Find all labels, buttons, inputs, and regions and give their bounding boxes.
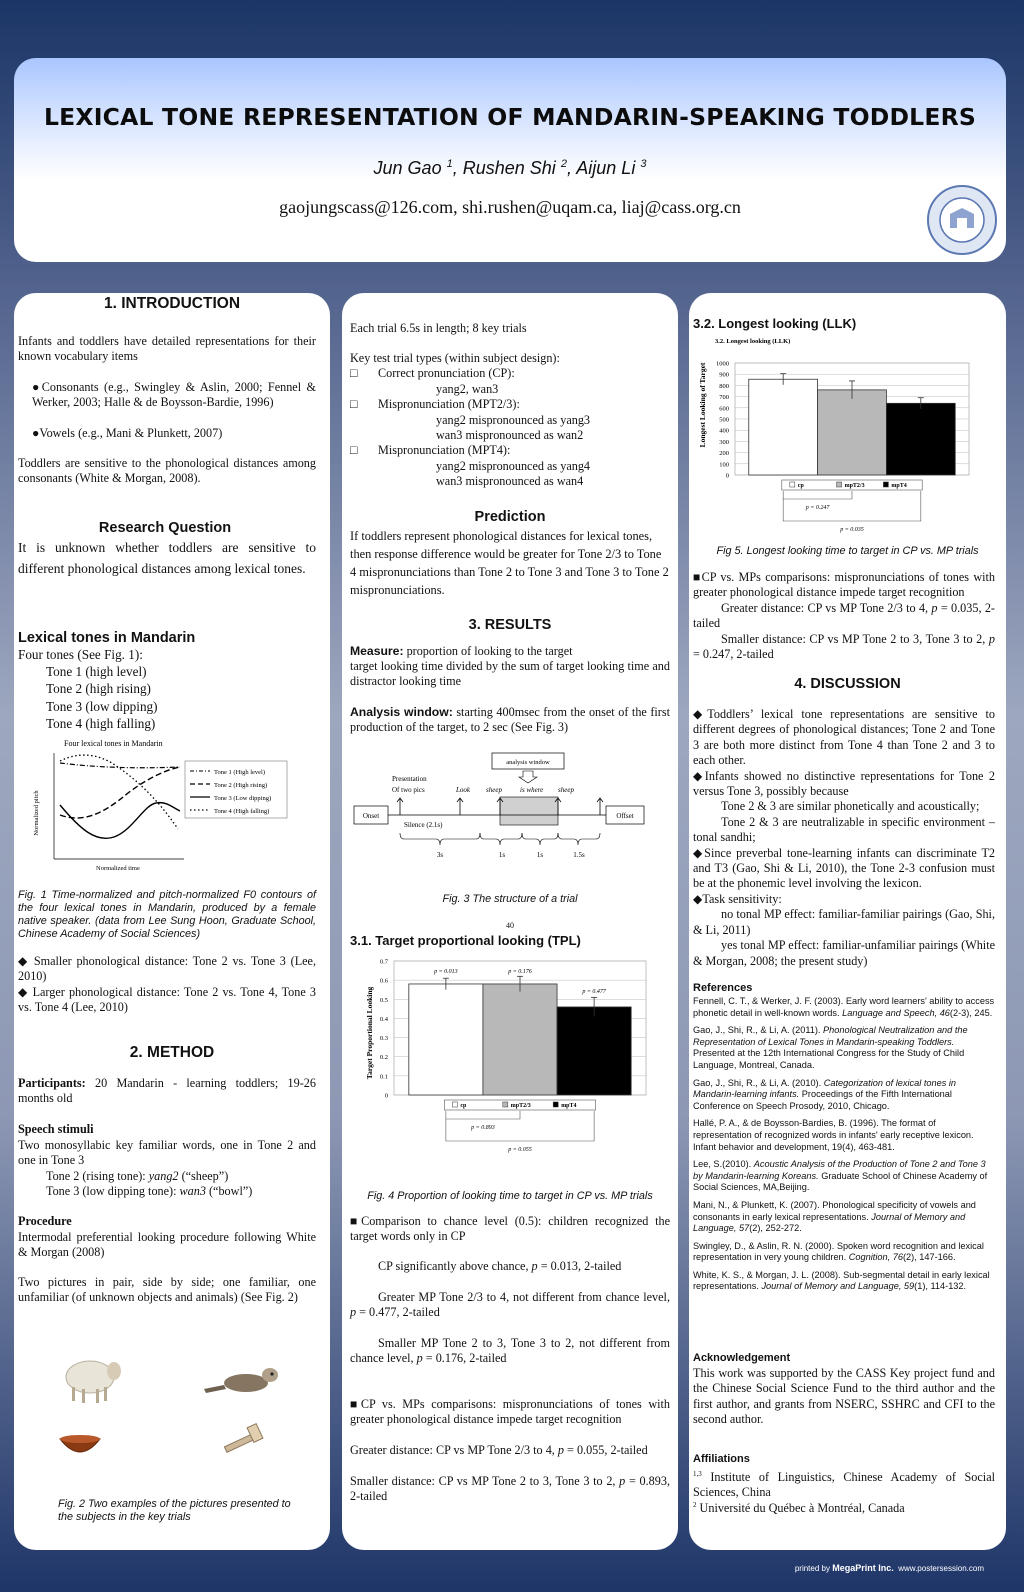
fig5-ylabel: Longest Looking of Target <box>698 362 707 448</box>
measure-text: Measure: proportion of looking to the target <box>350 644 573 658</box>
y-tick-label: 0.1 <box>379 1073 388 1081</box>
greater-distance-text: Greater distance: CP vs MP Tone 2/3 to 4, p = 0.055, 2-tailed <box>350 1443 648 1457</box>
y-tick-label: 400 <box>719 427 729 435</box>
smaller-distance-text: Smaller distance: CP vs MP Tone 2 to 3, Tone 3 to 2, p = 0.893, 2-tailed <box>350 1474 671 1504</box>
cp-significance-text: CP significantly above chance, p = 0.013, 2-tailed <box>378 1259 622 1273</box>
y-tick-label: 1000 <box>716 360 729 368</box>
author-name: Aijun Li <box>576 158 636 178</box>
fig1-legend-tone4: Tone 4 (High falling) <box>214 808 270 815</box>
y-tick-label: 100 <box>719 461 729 469</box>
reference-item: White, K. S., & Morgan, J. L. (2008). Sub-segmental detail in early lexical representations. Journal of Memory and Language, 59(1), 114-132. <box>693 1269 990 1292</box>
figure-1-tone-contours <box>32 733 294 878</box>
procedure-heading: Procedure <box>18 1214 72 1228</box>
fig3-is-where: is where <box>520 786 544 794</box>
bar-mpT4 <box>557 1007 631 1095</box>
p-value-label: p = 0.176 <box>508 969 532 975</box>
figure-4-caption: Fig. 4 Proportion of looking time to target in CP vs. MP trials <box>367 1190 653 1202</box>
procedure-text: Intermodal preferential looking procedure following White & Morgan (2008) <box>18 1230 316 1260</box>
fig3-duration: 3s <box>436 851 444 859</box>
figure-5-llk-chart <box>695 335 995 537</box>
lexical-tones-heading: Lexical tones in Mandarin <box>18 630 196 646</box>
fig3-duration: 1.5s <box>573 851 585 859</box>
acknowledgement-text: This work was supported by the CASS Key project fund and the Chinese Social Science Fund to the third author and the first author, and grants from NSERC, SSHRC and CFI to the second author. <box>693 1366 995 1427</box>
introduction-heading: 1. INTRODUCTION <box>103 295 241 312</box>
discussion-point: ◆Since preverbal tone-learning infants can discriminate T2 and T3 (Gao, Shi & Li, 2010), the Tone 2-3 confusion must be at the phonemic level involving the lexicon. <box>693 845 995 891</box>
trial-type-cp: □ Correct pronunciation (CP): <box>350 366 515 381</box>
tone1-contour <box>60 763 180 768</box>
chance-comparison-text: ■Comparison to chance level (0.5): children recognized the target words only in CP <box>350 1214 670 1244</box>
p-value-label: p = 0.477 <box>582 989 606 995</box>
references-list <box>693 996 995 1299</box>
y-tick-label: 0.3 <box>379 1035 388 1043</box>
y-tick-label: 500 <box>719 416 729 424</box>
trial-types-list <box>350 351 666 490</box>
intro-bullet-consonants: ●Consonants (e.g., Swingley & Aslin, 2000; Fennel & Werker, 2003; Halle & de Boysson-Bardie, 1996) <box>32 380 316 410</box>
figure-5-caption: Fig 5. Longest looking time to target in CP vs. MP trials <box>716 545 979 557</box>
page-number: 40 <box>506 921 514 930</box>
figure-1-caption: Fig. 1 Time-normalized and pitch-normalized F0 contours of the four lexical tones in Mandarin, produced by a female native speaker. (data from Lee Sung Hoon, Graduate School, Chinese Academy of Social Sciences) <box>18 889 316 940</box>
discussion-list <box>693 707 995 969</box>
unknown-object-image <box>224 1424 262 1453</box>
y-tick-label: 0.5 <box>379 996 388 1004</box>
figure-2-caption: Fig. 2 Two examples of the pictures presented to the subjects in the key trials <box>58 1498 291 1523</box>
speech-stimuli-heading: Speech stimuli <box>18 1122 94 1136</box>
y-tick-label: 0 <box>384 1092 388 1100</box>
method-heading: 2. METHOD <box>129 1044 215 1061</box>
tone-list <box>18 646 158 732</box>
affiliation-2: $^2$ Université du Québec à Montréal, Canada <box>693 1501 905 1516</box>
legend-entry: cp <box>460 1103 467 1109</box>
fig1-legend-tone2: Tone 2 (High rising) <box>214 782 268 789</box>
fig3-offset: Offset <box>616 812 634 820</box>
y-tick-label: 0.7 <box>379 958 388 966</box>
prediction-heading: Prediction <box>474 509 546 525</box>
cp-vs-mp-text: ■CP vs. MPs comparisons: mispronunciations of tones with greater phonological distance impede target recognition <box>350 1397 670 1427</box>
fig1-legend-tone3: Tone 3 (Low dipping) <box>214 795 272 802</box>
prediction-text: If toddlers represent phonological distances for lexical tones, then response difference would be greater for Tone 2/3 to Tone 4 mispronunciations than Tone 2 to Tone 3 and Tone 3 to Tone 2 mispronunciations. <box>350 529 669 597</box>
fig3-analysis-window: analysis window <box>506 759 550 766</box>
smaller-distance-text: Smaller distance: CP vs MP Tone 2 to 3, Tone 3 to 2, p = 0.247, 2-tailed <box>693 632 995 662</box>
discussion-point: ◆Toddlers’ lexical tone representations are sensitive to different degrees of phonological distances; Tone 2 and Tone 3 are both more distinct from Tone 4 than Tone 2 and 3 to each other. <box>693 707 995 768</box>
author-name: Jun Gao <box>373 158 442 178</box>
analysis-window-text: Analysis window: starting 400msec from the onset of the first production of the target, to 2 sec (See Fig. 3) <box>350 705 670 735</box>
p-value-label: p = 0.035 <box>840 527 864 533</box>
reference-item: Gao, J., Shi, R., & Li, A. (2010). Categorization of lexical tones in Mandarin-learning infants. Proceedings of the Fifth International Conference on Speech Prosody, 2010, Chicago. <box>693 1077 957 1111</box>
poster-title: LEXICAL TONE REPRESENTATION OF MANDARIN-SPEAKING TODDLERS <box>43 103 977 131</box>
poster-header <box>14 58 1006 262</box>
author-name: Rushen Shi <box>462 158 556 178</box>
acknowledgement-heading: Acknowledgement <box>693 1352 791 1364</box>
legend-entry: mpT2/3 <box>844 483 865 489</box>
fig1-title: Four lexical tones in Mandarin <box>64 739 163 748</box>
trial-type-item: wan3 mispronounced as wan2 <box>436 428 584 443</box>
affiliations-heading: Affiliations <box>693 1453 750 1465</box>
participants-text: Participants: 20 Mandarin - learning toddlers; 19-26 months old <box>18 1076 316 1106</box>
column-introduction-method <box>14 293 330 1550</box>
y-tick-label: 0.6 <box>379 977 388 985</box>
fig3-duration: 1s <box>498 851 506 859</box>
participants-label: Participants: <box>18 1076 86 1090</box>
fig3-of-two-pics: Of two pics <box>392 786 425 794</box>
intro-paragraph: Infants and toddlers have detailed representations for their known vocabulary items <box>18 334 316 364</box>
tone3-contour <box>60 803 180 839</box>
greater-distance-text: Greater distance: CP vs MP Tone 2/3 to 4, p = 0.035, 2-tailed <box>693 601 995 631</box>
discussion-subpoint: yes tonal MP effect: familiar-unfamiliar pairings (White & Morgan, 2008; the present study) <box>693 938 995 968</box>
y-tick-label: 0.4 <box>379 1015 388 1023</box>
y-tick-label: 900 <box>719 371 729 379</box>
tone2-stimulus: Tone 2 (rising tone): yang2 (“sheep”) <box>46 1169 229 1183</box>
trial-type-mpt23: □ Mispronunciation (MPT2/3): <box>350 397 520 412</box>
bar-mpT2/3 <box>483 984 557 1095</box>
reference-item: Mani, N., & Plunkett, K. (2007). Phonological specificity of vowels and consonants in early lexical representations. Journal of Memory and Language, 57(2), 252-272. <box>693 1199 976 1234</box>
legend-entry: mpT2/3 <box>510 1103 531 1109</box>
reference-item: Hallé, P. A., & de Boysson-Bardies, B. (1996). The format of representation of recognized words in infants' early receptive lexicon. Infant behavior and development, 19(4), 463-481. <box>693 1118 974 1152</box>
cp-vs-mp-text: ■CP vs. MPs comparisons: mispronunciations of tones with greater phonological distance impede target recognition <box>693 570 995 600</box>
trial-type-mpt4: □ Mispronunciation (MPT4): <box>350 443 511 458</box>
fig3-onset: Onset <box>362 812 380 820</box>
trial-type-item: yang2 mispronounced as yang3 <box>436 412 591 427</box>
fig5-title: 3.2. Longest looking (LLK) <box>715 338 791 345</box>
reference-item: Swingley, D., & Aslin, R. N. (2000). Spoken word recognition and lexical representation in very young children. Cognition, 76(2), 147-166. <box>693 1240 984 1263</box>
phonetic-lab-logo <box>926 184 998 256</box>
p-value-label: p = 0.247 <box>805 505 830 511</box>
trial-length-text: Each trial 6.5s in length; 8 key trials <box>350 321 527 335</box>
sheep-image <box>66 1361 121 1403</box>
trial-type-item: yang2 mispronounced as yang4 <box>436 458 591 473</box>
discussion-subpoint: no tonal MP effect: familiar-familiar pairings (Gao, Shi, & Li, 2011) <box>693 907 995 937</box>
fig3-sheep-2: sheep <box>558 786 574 794</box>
fig1-xlabel: Normalized time <box>96 865 140 872</box>
tone-item: Tone 4 (high falling) <box>46 715 156 731</box>
author-line: Jun Gao $^1$, Rushen Shi $^2$, Aijun Li $^3$ <box>373 158 647 178</box>
printer-brand: MegaPrint Inc. <box>832 1563 894 1573</box>
discussion-subpoint: Tone 2 & 3 are neutralizable in specific environment – tonal sandhi; <box>693 814 995 845</box>
distance-bullet-larger: ◆ Larger phonological distance: Tone 2 vs. Tone 4, Tone 3 vs. Tone 4 (Lee, 2010) <box>18 985 316 1015</box>
smaller-mp-text: Smaller MP Tone 2 to 3, Tone 3 to 2, not different from chance level, p = 0.176, 2-tailed <box>350 1336 670 1366</box>
pictures-text: Two pictures in pair, side by side; one familiar, one unfamiliar (of unknown objects and animals) (See Fig. 2) <box>18 1275 316 1305</box>
bowl-image <box>60 1435 100 1452</box>
y-tick-label: 600 <box>719 405 729 413</box>
bar-mpT4 <box>886 403 955 475</box>
fig3-silence: Silence (2.1s) <box>404 821 443 829</box>
discussion-point: ◆Task sensitivity: <box>693 891 782 906</box>
fig3-sheep-1: sheep <box>486 786 502 794</box>
figure-3-caption: Fig. 3 The structure of a trial <box>442 893 578 905</box>
references-heading: References <box>693 982 753 994</box>
analysis-window-label: Analysis window: <box>350 705 453 719</box>
bar-cp <box>749 379 818 475</box>
trial-type-item: wan3 mispronounced as wan4 <box>436 474 584 489</box>
discussion-subpoint: Tone 2 & 3 are similar phonetically and acoustically; <box>721 799 980 814</box>
intro-bullet-vowels: ●Vowels (e.g., Mani & Plunkett, 2007) <box>32 426 223 440</box>
trial-type-item: yang2, wan3 <box>436 381 499 396</box>
fig4-ylabel: Target Proportional Looking <box>365 986 374 1080</box>
figure-2-pictures <box>54 1353 294 1483</box>
tone-item: Tone 2 (high rising) <box>46 681 151 697</box>
fig3-look: Look <box>456 786 470 794</box>
fig1-ylabel: Normalized pitch <box>33 790 40 836</box>
printer-footer: printed by MegaPrint Inc. www.postersession.com <box>794 1563 984 1573</box>
p-value-label: p = 0.013 <box>434 969 458 975</box>
fig3-duration: 1s <box>536 851 544 859</box>
speech-stimuli-text: Two monosyllabic key familiar words, one in Tone 2 and one in Tone 3 <box>18 1138 316 1168</box>
y-tick-label: 700 <box>719 394 729 402</box>
bar-mpT2/3 <box>818 390 887 475</box>
tone2-contour <box>60 767 180 818</box>
figure-4-tpl-chart <box>352 953 670 1173</box>
fig3-presentation: Presentation <box>392 775 427 783</box>
reference-item: Gao, J., Shi, R., & Li, A. (2011). Phonological Neutralization and the Representation of Lexical Tones in Mandarin-speaking Toddlers. Presented at the 12th International Congress for the Study of Child Language, Montreal, Canada. <box>693 1025 968 1070</box>
y-tick-label: 0.2 <box>379 1054 388 1062</box>
figure-3-trial-structure <box>352 745 674 875</box>
y-tick-label: 200 <box>719 450 729 458</box>
y-tick-label: 0 <box>725 472 729 480</box>
discussion-heading: 4. DISCUSSION <box>794 676 901 692</box>
legend-entry: mpT4 <box>561 1103 577 1109</box>
column-results <box>342 293 678 1550</box>
fig1-legend-tone1: Tone 1 (High level) <box>214 769 265 776</box>
tpl-heading: 3.1. Target proportional looking (TPL) <box>350 933 581 948</box>
discussion-point: ◆Infants showed no distinctive representations for Tone 2 versus Tone 3, possibly because <box>693 768 995 799</box>
trial-types-lead: Key test trial types (within subject design): <box>350 351 560 365</box>
y-tick-label: 800 <box>719 382 729 390</box>
reference-item: Lee, S.(2010). Acoustic Analysis of the Production of Tone 2 and Tone 3 by Mandarin-learning Koreans. Graduate School of Chinese Academy of Social Sciences, MA,Beijing. <box>693 1159 988 1193</box>
research-question-text: It is unknown whether toddlers are sensitive to different phonological distances among lexical tones. <box>18 540 316 576</box>
tone-list-lead: Four tones (See Fig. 1): <box>18 647 143 662</box>
tone3-stimulus: Tone 3 (low dipping tone): wan3 (“bowl”) <box>46 1184 253 1198</box>
legend-entry: cp <box>797 483 804 489</box>
printer-url: www.postersession.com <box>898 1564 984 1573</box>
intro-paragraph: Toddlers are sensitive to the phonological distances among consonants (White & Morgan, 2008). <box>18 456 316 486</box>
research-question-heading: Research Question <box>98 520 232 536</box>
results-heading: 3. RESULTS <box>468 617 552 633</box>
measure-label: Measure: <box>350 644 404 658</box>
distance-bullet-smaller: ◆ Smaller phonological distance: Tone 2 vs. Tone 3 (Lee, 2010) <box>18 954 316 984</box>
bar-cp <box>409 984 483 1095</box>
email-line: gaojungscass@126.com, shi.rushen@uqam.ca, liaj@cass.org.cn <box>279 197 741 217</box>
affiliation-1: $^{1,3}$ Institute of Linguistics, Chinese Academy of Social Sciences, China <box>693 1470 995 1500</box>
p-value-label: p = 0.055 <box>508 1147 532 1153</box>
raccoon-image <box>204 1368 278 1393</box>
tone-item: Tone 3 (low dipping) <box>46 698 158 714</box>
measure-definition: target looking time divided by the sum of target looking time and distractor looking time <box>350 659 670 689</box>
reference-item: Fennell, C. T., & Werker, J. F. (2003). Early word learners' ability to access phonetic detail in well-known words. Language and Speech, 46(2-3), 245. <box>693 996 995 1018</box>
greater-mp-text: Greater MP Tone 2/3 to 4, not different from chance level, p = 0.477, 2-tailed <box>350 1290 670 1320</box>
tone-item: Tone 1 (high level) <box>46 664 147 680</box>
legend-entry: mpT4 <box>891 483 907 489</box>
y-tick-label: 300 <box>719 438 729 446</box>
column-llk-discussion <box>689 293 1006 1550</box>
p-value-label: p = 0.893 <box>471 1125 495 1131</box>
llk-heading: 3.2. Longest looking (LLK) <box>693 316 857 331</box>
